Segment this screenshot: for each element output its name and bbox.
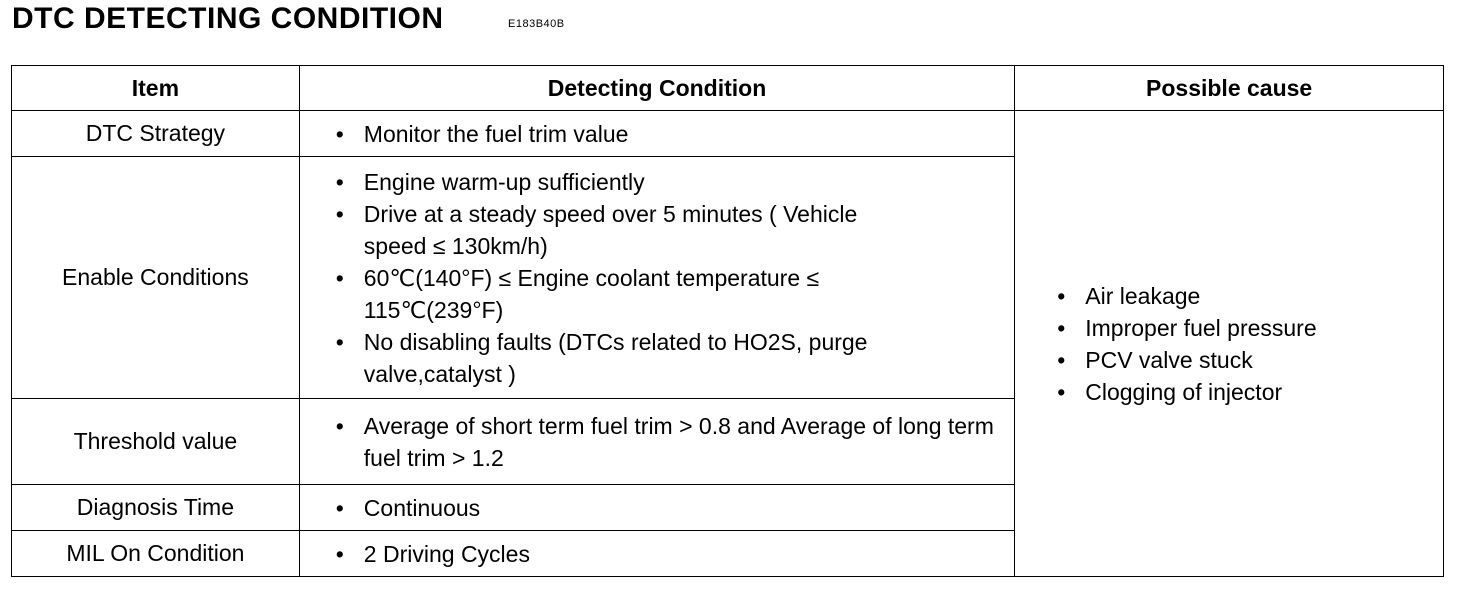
row-item-label: Enable Conditions bbox=[12, 157, 300, 399]
table-header-row bbox=[12, 66, 1444, 111]
header-possible-cause: Possible cause bbox=[1015, 66, 1444, 111]
row-conditions bbox=[299, 485, 1014, 531]
cause-bullet: • PCV valve stuck bbox=[1057, 344, 1433, 376]
row-conditions bbox=[299, 531, 1014, 577]
condition-bullet: • 2 Driving Cycles bbox=[336, 538, 1004, 570]
header-item: Item bbox=[12, 66, 300, 111]
condition-bullet: • 60℃(140°F) ≤ Engine coolant temperature ≤ 115℃(239°F) bbox=[336, 262, 904, 326]
header-detecting-condition: Detecting Condition bbox=[299, 66, 1014, 111]
row-item-label: Diagnosis Time bbox=[12, 485, 300, 531]
cause-bullet: • Air leakage bbox=[1057, 280, 1433, 312]
cause-bullet: • Improper fuel pressure bbox=[1057, 312, 1433, 344]
row-conditions bbox=[299, 111, 1014, 157]
row-conditions bbox=[299, 157, 1014, 399]
page-title: DTC DETECTING CONDITION bbox=[12, 2, 444, 35]
condition-bullet: • Average of short term fuel trim > 0.8 and Average of long term fuel trim > 1.2 bbox=[336, 410, 1004, 474]
cause-bullet: • Clogging of injector bbox=[1057, 376, 1433, 408]
row-conditions bbox=[299, 399, 1014, 485]
row-item-label: DTC Strategy bbox=[12, 111, 300, 157]
condition-bullet: • Monitor the fuel trim value bbox=[336, 118, 1004, 150]
condition-bullet: • No disabling faults (DTCs related to HO2S, purge valve,catalyst ) bbox=[336, 326, 924, 390]
dtc-table bbox=[11, 65, 1444, 577]
row-item-label: MIL On Condition bbox=[12, 531, 300, 577]
condition-bullet: • Engine warm-up sufficiently bbox=[336, 166, 1004, 198]
condition-bullet: • Drive at a steady speed over 5 minutes ( Vehicle speed ≤ 130km/h) bbox=[336, 198, 884, 262]
table-row bbox=[12, 111, 1444, 157]
possible-cause-cell bbox=[1015, 111, 1444, 577]
document-code: E183B40B bbox=[508, 18, 565, 30]
condition-bullet: • Continuous bbox=[336, 492, 1004, 524]
row-item-label: Threshold value bbox=[12, 399, 300, 485]
